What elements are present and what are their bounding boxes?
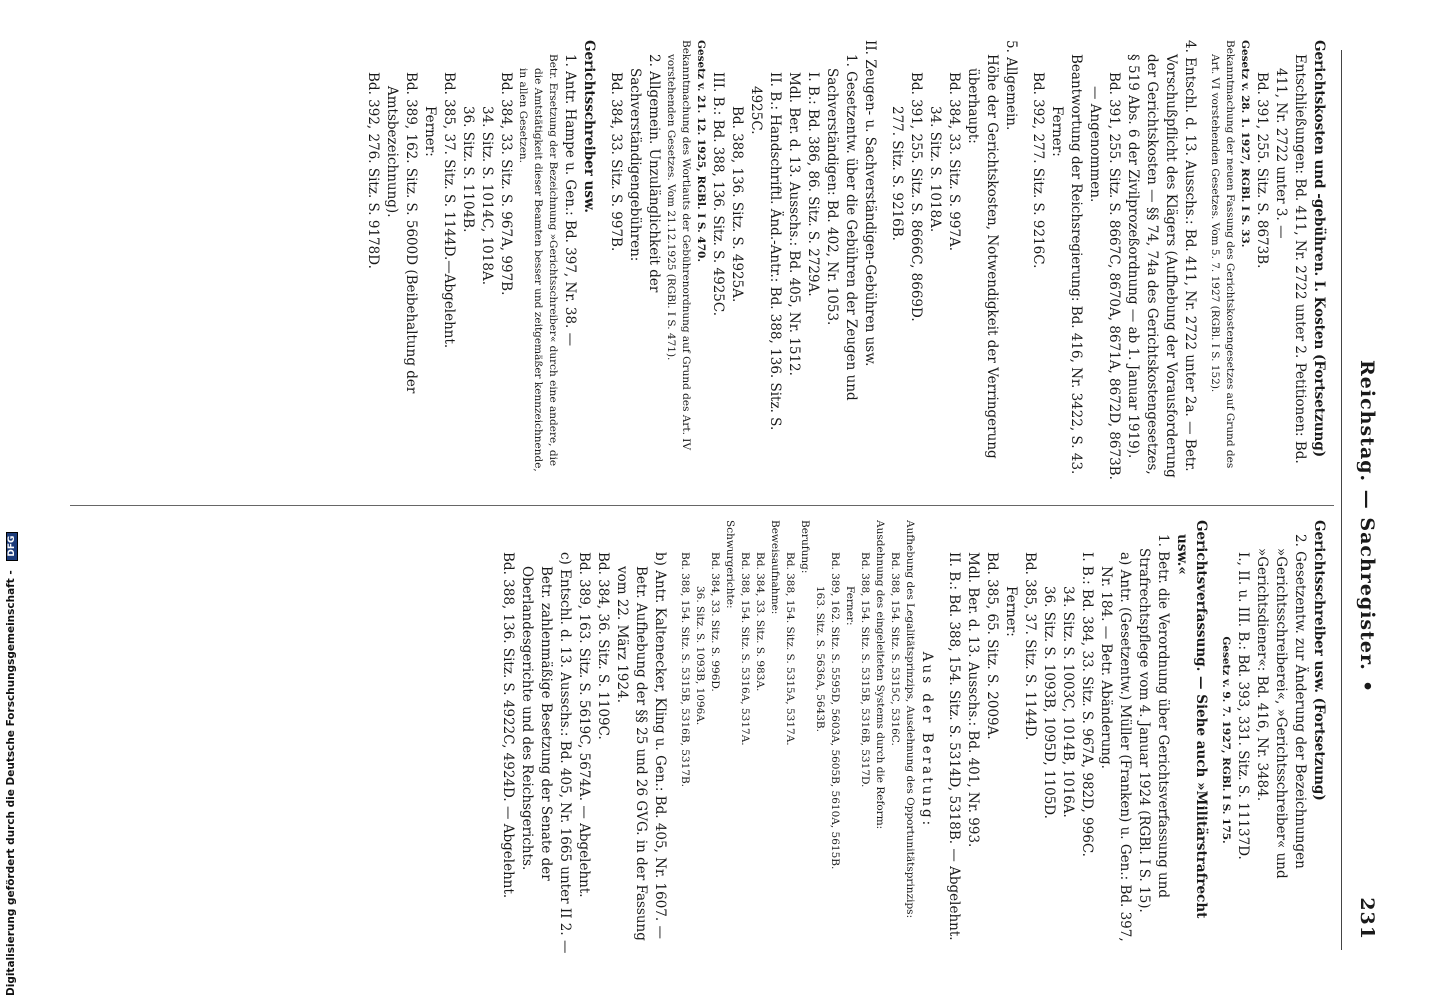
left-column-entry: Bd. 389, 162. Sitz. S. 5600D (Beibehaltung der Amtsbezeichnung). [384, 72, 419, 394]
left-column-entry: Mdl. Ber. d. 13. Ausschs.: Bd. 405, Nr. 1512. [786, 72, 802, 376]
left-column-entry: Bd. 392, 276. Sitz. S. 9178D. [365, 72, 381, 269]
right-column-entry: Bd. 388, 154. Sitz. S. 5315C, 5316C. [889, 552, 901, 746]
right-column-entry: Bd. 385, 37. Sitz. S. 1144D. [1022, 552, 1038, 741]
right-column-entry: Berufung: [799, 520, 811, 574]
left-column-entry: Bd. 392, 277. Sitz. S. 9216C. [1030, 72, 1046, 269]
right-column-entry: Beweisaufnahme: [769, 520, 781, 615]
right-column-entry: Aus der Beratung: [919, 651, 935, 829]
right-column-entry: 36. Sitz. S. 1093B, 1095D, 1105D. [1041, 586, 1057, 819]
right-column-entry: I. B.: Bd. 384, 33. Sitz. S. 967A, 982D, 996C. [1079, 552, 1095, 857]
right-column-entry: Ferner: [844, 586, 856, 626]
left-column-entry [598, 40, 606, 480]
left-column-entry: 34. Sitz. S. 1014C, 1018A. [479, 106, 495, 285]
right-column-entry: Schwurgerichte: [724, 520, 736, 609]
dfg-logo-icon: DFG [6, 532, 18, 561]
right-column-entry: Bd. 388, 154. Sitz. S. 5315B, 5316B, 5317D. [859, 552, 871, 788]
left-column-entry: Gerichtskosten und -gebühren. I. Kosten (Fortsetzung) [1311, 40, 1327, 458]
left-column-entry [879, 40, 887, 480]
left-column-entry: 36. Sitz. S. 1104B. [460, 106, 476, 233]
left-column-entry [1199, 40, 1207, 480]
right-column-entry: Bd. 388, 154. Sitz. S. 5315A, 5317A. [784, 552, 796, 746]
left-column-entry: 2. Allgemein. Unzulänglichkeit der Sachverständigengebühren: [627, 54, 662, 293]
right-column-entry: 1. Betr. die Verordnung über Gerichtsverfassung und Strafrechtspflege vom 4. Januar 1924 (RGBl. I S. 15). [1136, 534, 1171, 913]
right-column-entry: Bd. 384, 33. Sitz. S. 983A. [754, 552, 766, 692]
left-column-entry: Gesetz v. 21. 12. 1925, RGBl. I S. 470. [695, 40, 707, 262]
left-column-entry: I. B.: Bd. 386, 86. Sitz. S. 2729A. [805, 72, 821, 297]
left-column-entry: II. B.: Handschriftl. Änd.-Antr.: Bd. 388, 136. Sitz. S. 4925C. [748, 72, 783, 431]
left-column-entry: Entschließungen: Bd. 411, Nr. 2722 unter 2. Petitionen: Bd. 411, Nr. 2722 unter 3. — [1273, 54, 1308, 464]
head-rule [1341, 50, 1342, 950]
left-column-entry: Bd. 388, 136. Sitz. S. 4925A. [729, 106, 745, 303]
right-column-entry: Ausdehnung des eingeleiteten Systems durch die Reform: [874, 520, 886, 830]
left-column-entry: Ferner: [1049, 106, 1065, 157]
page-body [30, 30, 1414, 970]
page-number: 231 [1356, 897, 1378, 940]
running-title: Reichstag. — Sachregister. [1356, 360, 1378, 671]
left-column-entry: Betr. Ersetzung der Bezeichnung »Gerichtsschreiber« durch eine andere, die die Amtstätigkeit dieser Beamten besser und zeitgemäßer kennzeichnende, in allen Gesetzen. [517, 54, 559, 472]
left-column-entry: Bd. 384, 33. Sitz. S. 997A. [946, 72, 962, 252]
right-column-entry: Ferner: [1003, 586, 1019, 637]
digitization-note [2, 0, 20, 996]
right-column-entry [1210, 520, 1218, 960]
left-column-entry: Bd. 391, 255. Sitz. S. 8673B. [1254, 72, 1270, 269]
left-column-entry: Bekanntmachung des Wortlauts der Gebührenordnung auf Grund des Art. IV vorstehenden Gesetzes. Vom 21.12.1925 (RGBl. I S. 471). [665, 40, 692, 451]
digitization-note-text [5, 532, 18, 996]
column-divider [70, 505, 1334, 506]
right-column-entry: 36. Sitz. S. 1093B, 1096A. [694, 586, 706, 726]
right-column-entry: 163. Sitz. S. 5636A, 5643B. [814, 586, 826, 732]
left-column-entry [1020, 40, 1028, 480]
left-column-entry: II. Zeugen- u. Sachverständigen-Gebühren usw. [862, 40, 878, 367]
left-column-entry: Bekanntmachung der neuen Fassung des Gerichtskostengesetzes auf Grund des Art. VI vorstehenden Gesetzes. Vom 5. 7. 1927 (RGBl. I S. 152). [1209, 40, 1236, 469]
right-column-entry: Bd. 384, 33. Sitz. S. 996D. [709, 552, 721, 692]
right-column-entry: Bd. 388, 136. Sitz. S. 4922C, 4924D. — Abgelehnt. [500, 552, 516, 899]
left-column [363, 40, 1328, 480]
head-dot: • [1356, 680, 1378, 694]
left-column-entry: Bd. 384, 33. Sitz. S. 997B. [608, 72, 624, 252]
right-column-entry: 34. Sitz. S. 1003C, 1014B, 1016A. [1060, 586, 1076, 818]
right-column-entry: Bd. 388, 154. Sitz. S. 5315B, 5316B, 5317B. [679, 552, 691, 788]
right-column-entry: I., II. u. III. B.: Bd. 393, 331. Sitz. S. 11137D. [1235, 552, 1251, 860]
right-column-entry: 2. Gesetzentw. zur Änderung der Bezeichnungen »Gerichtsschreiberei«, »Gerichtsschreiber« und »Gerichtsdiener«: Bd. 416, Nr. 3484. [1254, 534, 1308, 879]
left-column-entry: 4. Entschl. d. 13. Ausschs.: Bd. 411, Nr. 2722 unter 2a. — Betr. Vorschußpflicht des Klägers (Aufhebung der Vorausforderung der Gerichtskosten — §§ 74, 74a des Gerichtskostengesetzes, § 519 Abs. 6 der Zivilprozeßordnung — ab 1. Januar 1919). [1125, 40, 1198, 478]
left-column-entry: Bd. 385, 37. Sitz. S. 1144D.—Abgelehnt. [441, 72, 457, 349]
left-column-entry: 34. Sitz. S. 1018A. [927, 106, 943, 233]
right-column-entry: Mdl. Ber. d. 13. Ausschs.: Bd. 401, Nr. 993. [965, 552, 981, 848]
left-column-entry: 5. Allgemein. [1003, 40, 1019, 131]
left-column-entry: Höhe der Gerichtskosten, Notwendigkeit der Verringerung überhaupt: [965, 54, 1000, 459]
left-column-entry: 1. Antr. Hampe u. Gen.: Bd. 397, Nr. 38. — [562, 54, 578, 347]
right-column [498, 520, 1328, 960]
right-column-entry: a) Antr. (Gesetzentw.) Müller (Franken) u. Gen.: Bd. 397, Nr. 184. — Betr. Abänderung. [1098, 552, 1133, 942]
right-column-entry [669, 520, 677, 960]
right-column-entry: Bd. 384, 36. Sitz. S. 1109C. [595, 552, 611, 740]
right-column-entry: Bd. 389, 162. Sitz. S. 5595D, 5603A, 5605B, 5610A, 5615B. [829, 552, 841, 870]
left-column-entry: 1. Gesetzentw. über die Gebühren der Zeugen und Sachverständigen: Bd. 402, Nr. 1053. [824, 54, 859, 401]
right-column-entry: Bd. 385, 65. Sitz. S. 2009A. [984, 552, 1000, 740]
right-column-entry: Bd. 388, 154. Sitz. S. 5316A, 5317A. [739, 552, 751, 746]
digitization-credit: Digitalisierung gefördert durch die Deutsche Forschungsgemeinschaft - [5, 570, 17, 996]
left-column-entry: Bd. 384, 33. Sitz. S. 967A, 997B. [498, 72, 514, 296]
right-column-entry: b) Antr. Kaltenecker, Kling u. Gen.: Bd. 405, Nr. 1607. — Betr. Aufhebung der §§ 25 und 26 GVG. in der Fassung vom 22. März 1924. [614, 552, 668, 941]
left-column-entry: Beantwortung der Reichsregierung: Bd. 416, Nr. 3422, S. 43. [1068, 54, 1084, 475]
right-column-entry: Gerichtsschreiber usw. (Fortsetzung) [1311, 520, 1327, 801]
left-column-entry: Gerichtsschreiber usw. [581, 40, 597, 213]
right-column-entry: Bd. 389, 163. Sitz. S. 5619C, 5674A. — Abgelehnt. [576, 552, 592, 898]
right-column-entry: Aufhebung des Legalitätsprinzips, Ausdehnung des Opportunitätsprinzips: [904, 520, 916, 919]
right-column-entry: c) Entschl. d. 13. Ausschs.: Bd. 405, Nr. 1665 unter II 2. — Betr. zahlenmäßige Besetzung der Senate der Oberlandesgerichte und des Reichsgerichts. [519, 552, 573, 954]
left-column-entry: Bd. 391, 255. Sitz. S. 8666C, 8669D. [908, 72, 924, 322]
left-column-entry: III. B.: Bd. 388, 136. Sitz. S. 4925C. [710, 72, 726, 317]
left-column-entry: Bd. 391, 255. Sitz. S. 8667C, 8670A, 8671A, 8672D, 8673B. — Angenommen. [1087, 72, 1122, 480]
running-head [1334, 30, 1414, 970]
left-column-entry: Gesetz v. 28. 1. 1927, RGBl. I S. 33. [1239, 40, 1251, 248]
right-column-entry: Gerichtsverfassung. — Siehe auch »Militärstrafrecht usw.« [1174, 520, 1209, 919]
right-column-entry: II. B.: Bd. 388, 154. Sitz. S. 5314D, 5318B. — Abgelehnt. [946, 552, 962, 941]
left-column-entry: Ferner: [422, 106, 438, 157]
left-column-entry: 277. Sitz. S. 9216B. [889, 106, 905, 241]
right-column-entry [936, 520, 944, 960]
right-column-entry: Gesetz v. 9. 7. 1927, RGBl. I S. 175. [1220, 636, 1232, 844]
